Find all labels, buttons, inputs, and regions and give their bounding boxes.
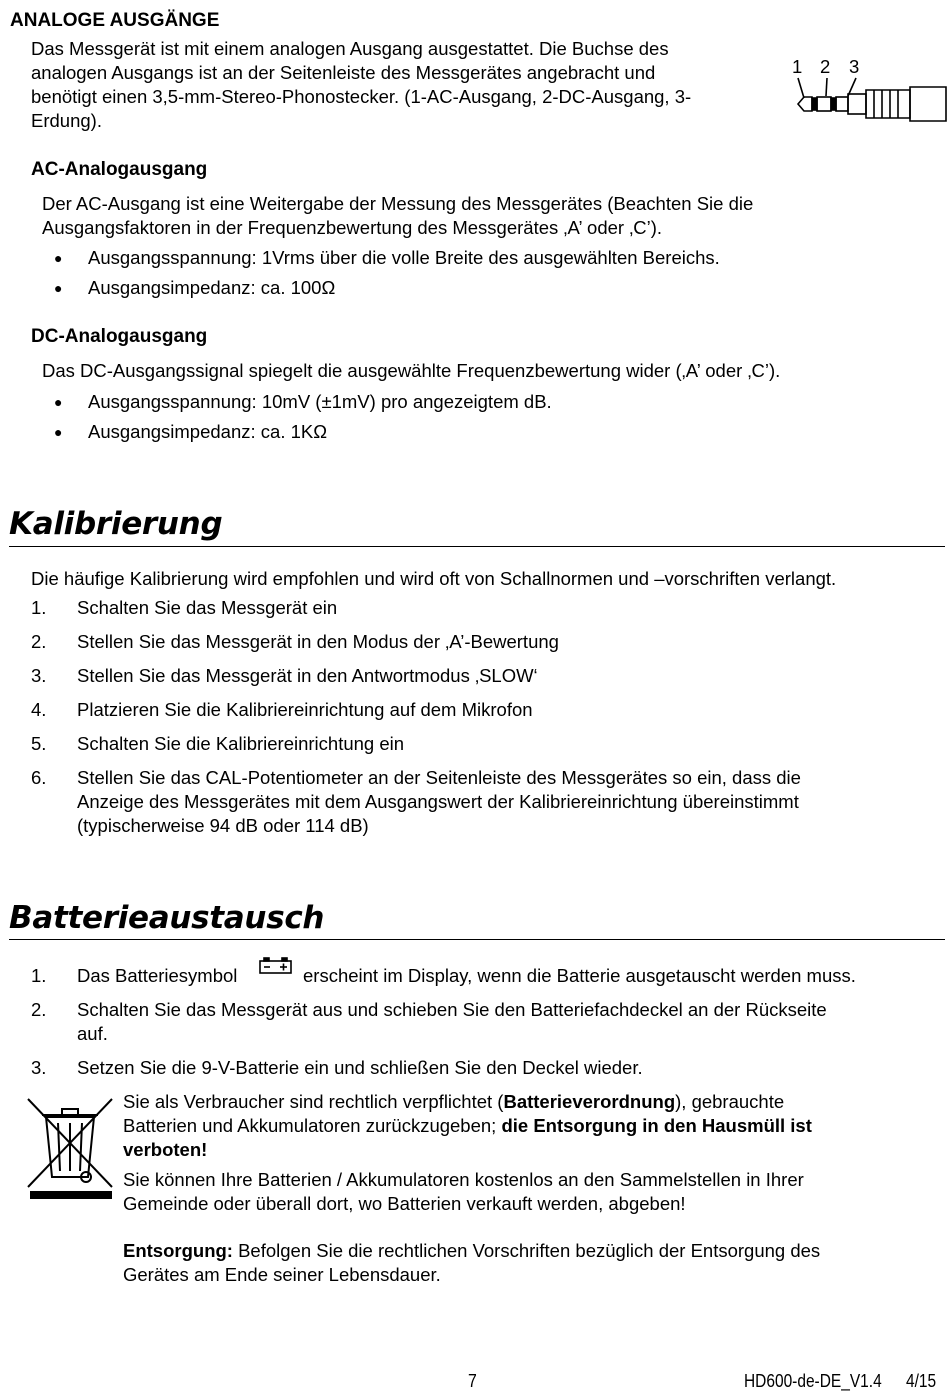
disposal-p2-line-2: Gemeinde oder überall dort, wo Batterien verkauft werden, abgeben! xyxy=(123,1193,686,1214)
page-count: 4/15 xyxy=(906,1371,937,1391)
document-id: HD600-de-DE_V1.4 xyxy=(744,1371,882,1391)
ac-line-1: Der AC-Ausgang ist eine Weitergabe der Messung des Messgerätes (Beachten Sie die xyxy=(42,193,754,214)
calibration-step-5: Schalten Sie die Kalibriereinrichtung ein xyxy=(77,733,405,754)
analog-intro-line-1: Das Messgerät ist mit einem analogen Ausgang ausgestattet. Die Buchse des xyxy=(31,38,669,59)
section-heading-battery: Batterieaustausch xyxy=(9,900,325,936)
analog-intro-line-3: benötigt einen 3,5-mm-Stereo-Phonostecker. (1-AC-Ausgang, 2-DC-Ausgang, 3- xyxy=(31,86,692,107)
battery-step-2-line-1: Schalten Sie das Messgerät aus und schieben Sie den Batteriefachdeckel an der Rückseite xyxy=(77,999,827,1020)
battery-step-1-before: Das Batteriesymbol xyxy=(77,965,238,986)
calibration-step-6-line-1: Stellen Sie das CAL-Potentiometer an der Seitenleiste des Messgerätes so ein, dass die xyxy=(77,767,801,788)
ac-bullet-2: Ausgangsimpedanz: ca. 100Ω xyxy=(88,277,336,298)
dc-bullet-1: Ausgangsspannung: 10mV (±1mV) pro angezeigtem dB. xyxy=(88,391,552,412)
calibration-step-2: Stellen Sie das Messgerät in den Modus der ‚A’-Bewertung xyxy=(77,631,559,652)
disposal-p3-line-2: Gerätes am Ende seiner Lebensdauer. xyxy=(123,1264,441,1285)
dc-bullet-2: Ausgangsimpedanz: ca. 1KΩ xyxy=(88,421,328,442)
calibration-step-3: Stellen Sie das Messgerät in den Antwortmodus ‚SLOW‘ xyxy=(77,665,538,686)
disposal-p2-line-1: Sie können Ihre Batterien / Akkumulatoren kostenlos an den Sammelstellen in Ihrer xyxy=(123,1169,804,1190)
section-heading-calibration: Kalibrierung xyxy=(9,506,223,542)
step-number: 5. xyxy=(31,733,47,754)
section-heading-analog: ANALOGE AUSGÄNGE xyxy=(10,10,220,31)
disposal-p1-line-2: Batterien und Akkumulatoren zurückzugeben; die Entsorgung in den Hausmüll ist xyxy=(123,1115,812,1136)
plug-label-1: 1 xyxy=(792,56,803,77)
analog-intro-line-2: analogen Ausgangs ist an der Seitenleiste des Messgerätes angebracht und xyxy=(31,62,656,83)
step-number: 3. xyxy=(31,1057,47,1078)
calibration-step-6-line-3: (typischerweise 94 dB oder 114 dB) xyxy=(77,815,369,836)
dc-line: Das DC-Ausgangssignal spiegelt die ausgewählte Frequenzbewertung wider (‚A’ oder ‚C’). xyxy=(42,360,781,381)
disposal-p1-line-3: verboten! xyxy=(123,1139,208,1160)
bullet-icon: ● xyxy=(54,394,63,410)
ac-line-2: Ausgangsfaktoren in der Frequenzbewertung des Messgerätes ‚A’ oder ‚C’). xyxy=(42,217,663,238)
step-number: 1. xyxy=(31,965,47,986)
analog-intro-line-4: Erdung). xyxy=(31,110,102,131)
calibration-step-1: Schalten Sie das Messgerät ein xyxy=(77,597,338,618)
heading-rule xyxy=(9,546,945,547)
heading-rule xyxy=(9,939,945,940)
calibration-intro: Die häufige Kalibrierung wird empfohlen und wird oft von Schallnormen und –vorschriften verlangt. xyxy=(31,568,837,589)
calibration-step-6-line-2: Anzeige des Messgerätes mit dem Ausgangswert der Kalibriereinrichtung übereinstimmt xyxy=(77,791,799,812)
battery-step-2-line-2: auf. xyxy=(77,1023,108,1044)
battery-step-3: Setzen Sie die 9-V-Batterie ein und schließen Sie den Deckel wieder. xyxy=(77,1057,643,1078)
disposal-p3-line-1: Entsorgung: Befolgen Sie die rechtlichen Vorschriften bezüglich der Entsorgung des xyxy=(123,1240,821,1261)
step-number: 4. xyxy=(31,699,47,720)
step-number: 3. xyxy=(31,665,47,686)
battery-icon xyxy=(258,956,294,976)
disposal-p1-line-1: Sie als Verbraucher sind rechtlich verpflichtet (Batterieverordnung), gebrauchte xyxy=(123,1091,785,1112)
bullet-icon: ● xyxy=(54,280,63,296)
calibration-step-4: Platzieren Sie die Kalibriereinrichtung auf dem Mikrofon xyxy=(77,699,533,720)
plug-label-3: 3 xyxy=(849,56,860,77)
bullet-icon: ● xyxy=(54,424,63,440)
subheading-ac: AC-Analogausgang xyxy=(31,159,208,180)
crossed-out-bin-icon xyxy=(24,1095,118,1201)
step-number: 2. xyxy=(31,999,47,1020)
phono-plug-icon xyxy=(790,76,950,126)
plug-label-2: 2 xyxy=(820,56,831,77)
step-number: 6. xyxy=(31,767,47,788)
step-number: 2. xyxy=(31,631,47,652)
ac-bullet-1: Ausgangsspannung: 1Vrms über die volle Breite des ausgewählten Bereichs. xyxy=(88,247,720,268)
battery-step-1-after: erscheint im Display, wenn die Batterie ausgetauscht werden muss. xyxy=(303,965,856,986)
subheading-dc: DC-Analogausgang xyxy=(31,326,208,347)
page-number: 7 xyxy=(468,1371,477,1391)
bullet-icon: ● xyxy=(54,250,63,266)
step-number: 1. xyxy=(31,597,47,618)
